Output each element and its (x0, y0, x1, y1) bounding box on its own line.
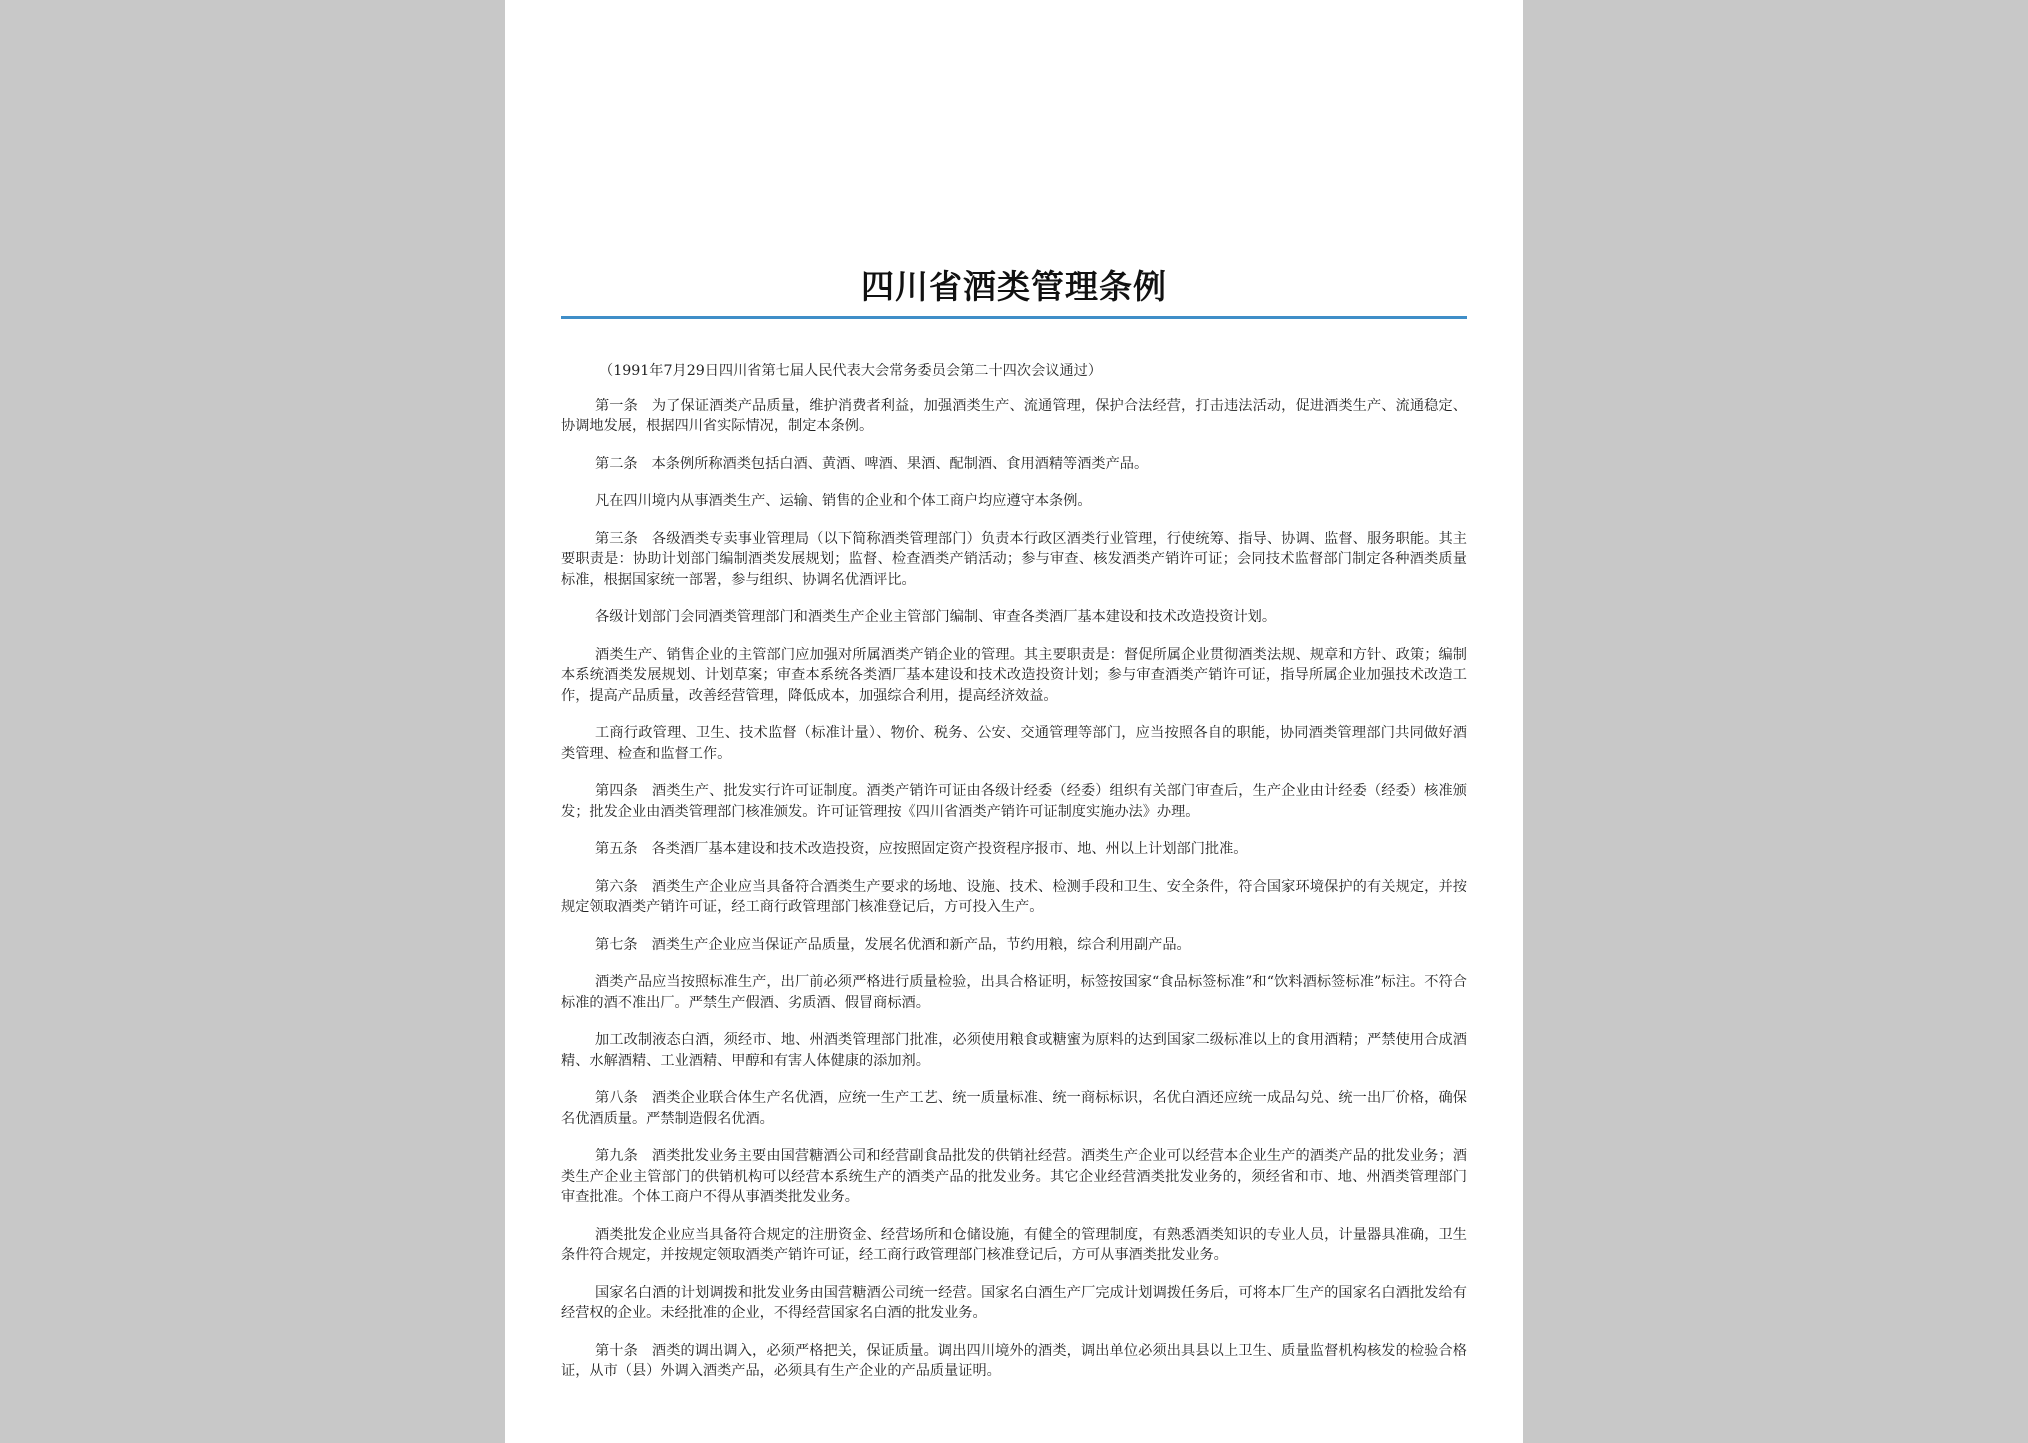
article-number: 第一条 (595, 397, 638, 414)
article-paragraph (561, 1146, 1467, 1208)
article-text: 酒类产品应当按照标准生产，出厂前必须严格进行质量检验，出具合格证明，标签按国家“食品标签标准”和“饮料酒标签标准”标注。不符合标准的酒不准出厂。严禁生产假酒、劣质酒、假冒商标酒。 (561, 974, 1467, 1011)
article-text: 各类酒厂基本建设和技术改造投资，应按照固定资产投资程序报市、地、州以上计划部门批准。 (651, 841, 1248, 857)
article-paragraph (561, 396, 1467, 437)
article-paragraph (561, 781, 1467, 822)
article-text: 本条例所称酒类包括白酒、黄酒、啤酒、果酒、配制酒、食用酒精等酒类产品。 (651, 455, 1149, 472)
article-number: 第七条 (595, 936, 638, 953)
article-paragraph (561, 607, 1467, 628)
article-paragraph (561, 529, 1467, 591)
document-title: 四川省酒类管理条例 (861, 267, 1167, 306)
article-paragraph (561, 491, 1467, 512)
article-paragraph (561, 1088, 1467, 1129)
article-paragraph (561, 645, 1467, 707)
article-number: 第五条 (595, 841, 638, 857)
article-text: 凡在四川境内从事酒类生产、运输、销售的企业和个体工商户均应遵守本条例。 (595, 493, 1092, 509)
document-body (561, 361, 1467, 1399)
article-number: 第八条 (595, 1090, 638, 1106)
article-paragraph (561, 972, 1467, 1013)
adoption-note: （1991年7月29日四川省第七届人民代表大会常务委员会第二十四次会议通过） (599, 363, 1103, 379)
article-text: 加工改制液态白酒，须经市、地、州酒类管理部门批准，必须使用粮食或糖蜜为原料的达到国家二级标准以上的食用酒精；严禁使用合成酒精、水解酒精、工业酒精、甲醇和有害人体健康的添加剂。 (561, 1032, 1467, 1069)
article-list (561, 396, 1467, 1382)
article-paragraph (561, 877, 1467, 918)
article-text: 酒类批发业务主要由国营糖酒公司和经营副食品批发的供销社经营。酒类生产企业可以经营本企业生产的酒类产品的批发业务；酒类生产企业主管部门的供销机构可以经营本系统生产的酒类产品的批发业务。其它企业经营酒类批发业务的，须经省和市、地、州酒类管理部门审查批准。个体工商户不得从事酒类批发业务。 (561, 1148, 1467, 1205)
article-number: 第六条 (595, 878, 638, 895)
article-text: 工商行政管理、卫生、技术监督（标准计量）、物价、税务、公安、交通管理等部门，应当按照各自的职能，协同酒类管理部门共同做好酒类管理、检查和监督工作。 (561, 725, 1467, 762)
title-underline (561, 316, 1467, 319)
document-page (505, 0, 1523, 1443)
article-text: 为了保证酒类产品质量，维护消费者利益，加强酒类生产、流通管理，保护合法经营，打击违法活动，促进酒类生产、流通稳定、协调地发展，根据四川省实际情况，制定本条例。 (561, 397, 1467, 434)
article-paragraph (561, 839, 1467, 860)
article-text: 酒类生产、销售企业的主管部门应加强对所属酒类产销企业的管理。其主要职责是：督促所属企业贯彻酒类法规、规章和方针、政策；编制本系统酒类发展规划、计划草案；审查本系统各类酒厂基本建设和技术改造投资计划；参与审查酒类产销许可证，指导所属企业加强技术改造工作，提高产品质量，改善经营管理，降低成本，加强综合利用，提高经济效益。 (561, 646, 1467, 704)
article-number: 第三条 (595, 530, 638, 547)
article-paragraph (561, 1283, 1467, 1324)
article-text: 酒类生产企业应当具备符合酒类生产要求的场地、设施、技术、检测手段和卫生、安全条件，符合国家环境保护的有关规定，并按规定领取酒类产销许可证，经工商行政管理部门核准登记后，方可投入生产。 (561, 878, 1467, 915)
article-text: 酒类企业联合体生产名优酒，应统一生产工艺、统一质量标准、统一商标标识，名优白酒还应统一成品勾兑、统一出厂价格，确保名优酒质量。严禁制造假名优酒。 (561, 1090, 1467, 1127)
article-text: 各级酒类专卖事业管理局（以下简称酒类管理部门）负责本行政区酒类行业管理，行使统筹、指导、协调、监督、服务职能。其主要职责是：协助计划部门编制酒类发展规划；监督、检查酒类产销活动；参与审查、核发酒类产销许可证；会同技术监督部门制定各种酒类质量标准，根据国家统一部署，参与组织、协调名优酒评比。 (561, 530, 1467, 588)
article-text: 国家名白酒的计划调拨和批发业务由国营糖酒公司统一经营。国家名白酒生产厂完成计划调拨任务后，可将本厂生产的国家名白酒批发给有经营权的企业。未经批准的企业，不得经营国家名白酒的批发业务。 (561, 1284, 1467, 1321)
article-number: 第四条 (595, 783, 638, 799)
article-paragraph (561, 935, 1467, 956)
article-paragraph (561, 1341, 1467, 1382)
article-text: 酒类的调出调入，必须严格把关，保证质量。调出四川境外的酒类，调出单位必须出具县以上卫生、质量监督机构核发的检验合格证，从市（县）外调入酒类产品，必须具有生产企业的产品质量证明。 (561, 1342, 1467, 1379)
article-paragraph (561, 454, 1467, 475)
article-number: 第二条 (595, 455, 638, 472)
article-text: 各级计划部门会同酒类管理部门和酒类生产企业主管部门编制、审查各类酒厂基本建设和技术改造投资计划。 (595, 609, 1277, 625)
article-paragraph (561, 723, 1467, 764)
article-number: 第十条 (595, 1342, 638, 1359)
article-text: 酒类生产、批发实行许可证制度。酒类产销许可证由各级计经委（经委）组织有关部门审查后，生产企业由计经委（经委）核准颁发；批发企业由酒类管理部门核准颁发。许可证管理按《四川省酒类产销许可证制度实施办法》办理。 (561, 783, 1467, 820)
article-number: 第九条 (595, 1148, 638, 1164)
article-text: 酒类生产企业应当保证产品质量，发展名优酒和新产品，节约用粮，综合利用副产品。 (651, 936, 1191, 953)
article-text: 酒类批发企业应当具备符合规定的注册资金、经营场所和仓储设施，有健全的管理制度，有熟悉酒类知识的专业人员，计量器具准确，卫生条件符合规定，并按规定领取酒类产销许可证，经工商行政管理部门核准登记后，方可从事酒类批发业务。 (561, 1226, 1467, 1263)
article-paragraph (561, 1030, 1467, 1071)
article-paragraph (561, 1225, 1467, 1266)
